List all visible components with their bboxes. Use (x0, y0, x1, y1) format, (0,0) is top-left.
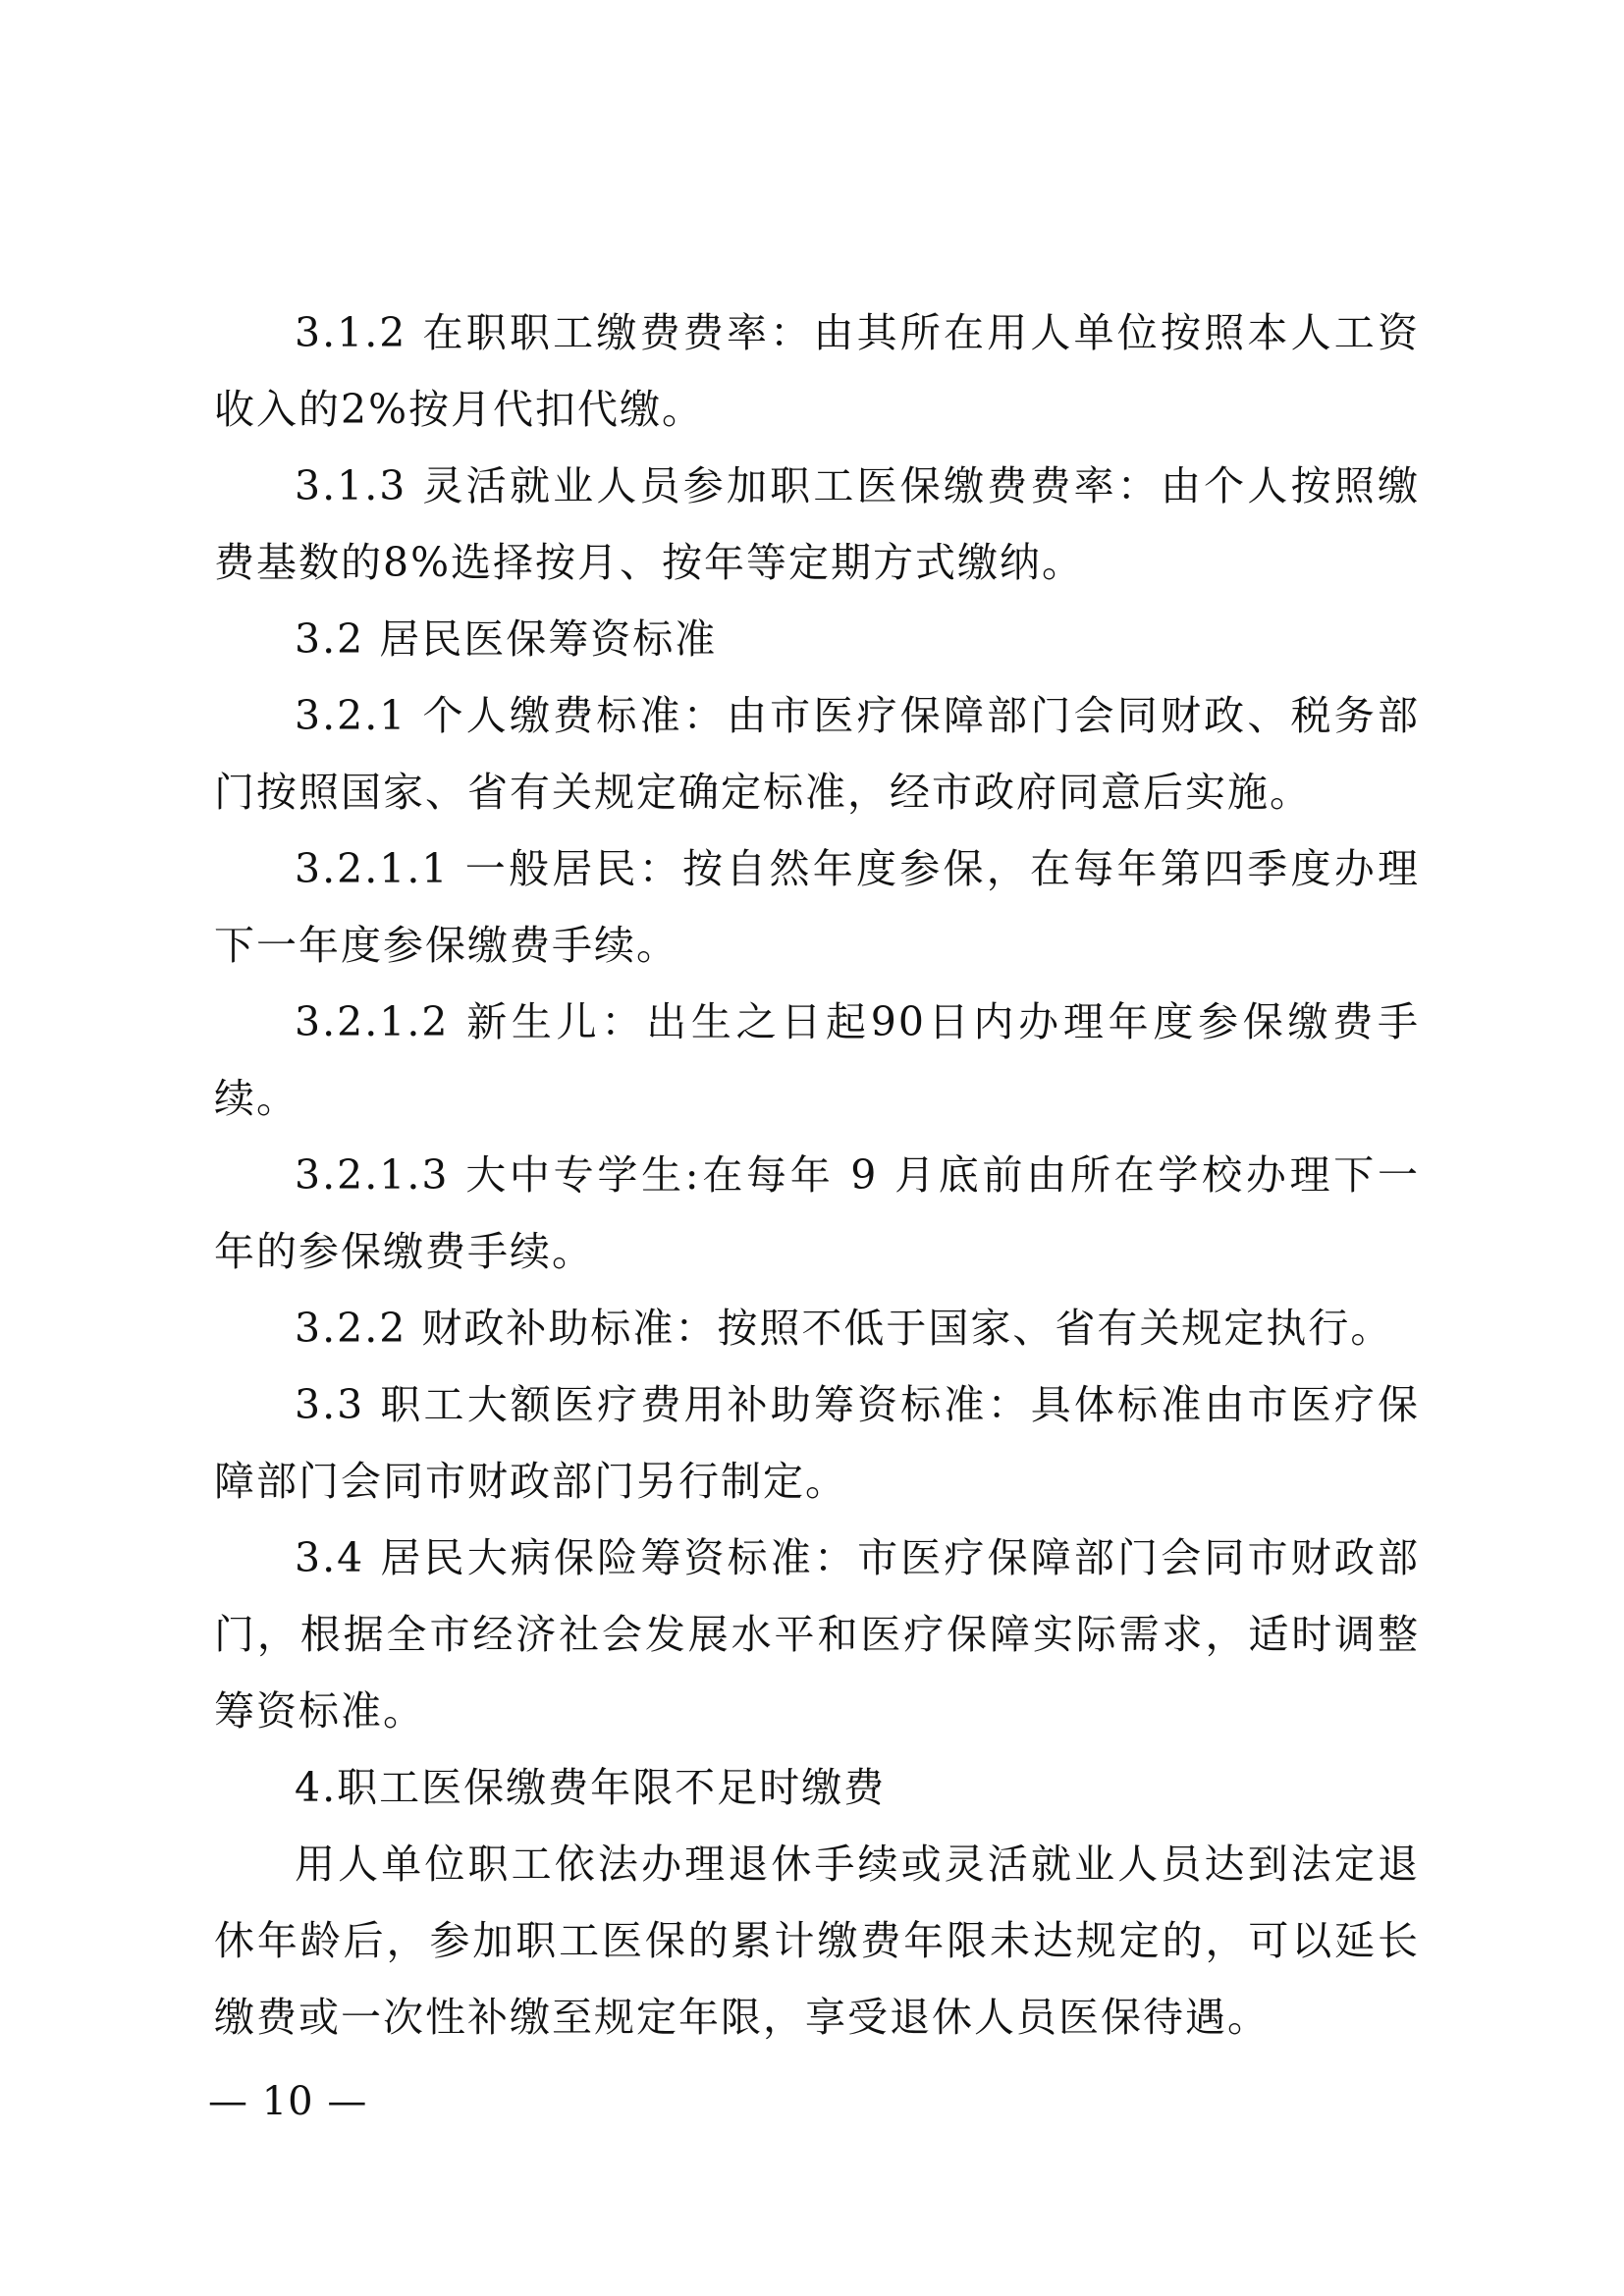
paragraph-3-1-3: 3.1.3 灵活就业人员参加职工医保缴费费率：由个人按照缴费基数的8%选择按月、按年等定期方式缴纳。 (214, 462, 1420, 586)
paragraph-3-2-1-2: 3.2.1.2 新生儿：出生之日起90日内办理年度参保缴费手续。 (214, 998, 1420, 1122)
paragraph-3-2-2: 3.2.2 财政补助标准：按照不低于国家、省有关规定执行。 (295, 1305, 1393, 1352)
paragraph-3-2-1: 3.2.1 个人缴费标准：由市医疗保障部门会同财政、税务部门按照国家、省有关规定确定标准，经市政府同意后实施。 (214, 692, 1420, 816)
paragraph-4-body: 用人单位职工依法办理退休手续或灵活就业人员达到法定退休年龄后，参加职工医保的累计缴费年限未达规定的，可以延长缴费或一次性补缴至规定年限，享受退休人员医保待遇。 (214, 1841, 1420, 2041)
paragraph-3-4: 3.4 居民大病保险筹资标准：市医疗保障部门会同市财政部门，根据全市经济社会发展水平和医疗保障实际需求，适时调整筹资标准。 (214, 1534, 1420, 1735)
paragraph-3-2-1-1: 3.2.1.1 一般居民：按自然年度参保，在每年第四季度办理下一年度参保缴费手续。 (214, 845, 1420, 969)
document-body (214, 294, 1420, 2056)
paragraph-3-3: 3.3 职工大额医疗费用补助筹资标准：具体标准由市医疗保障部门会同市财政部门另行制定。 (214, 1381, 1420, 1505)
paragraph-3-1-2: 3.1.2 在职职工缴费费率：由其所在用人单位按照本人工资收入的2%按月代扣代缴。 (214, 309, 1420, 433)
paragraph-3-2-1-3: 3.2.1.3 大中专学生:在每年 9 月底前由所在学校办理下一年的参保缴费手续。 (214, 1151, 1420, 1275)
page-number: — 10 — (208, 2079, 368, 2124)
heading-3-2: 3.2 居民医保筹资标准 (295, 615, 718, 663)
heading-4: 4.职工医保缴费年限不足时缴费 (295, 1764, 887, 1811)
